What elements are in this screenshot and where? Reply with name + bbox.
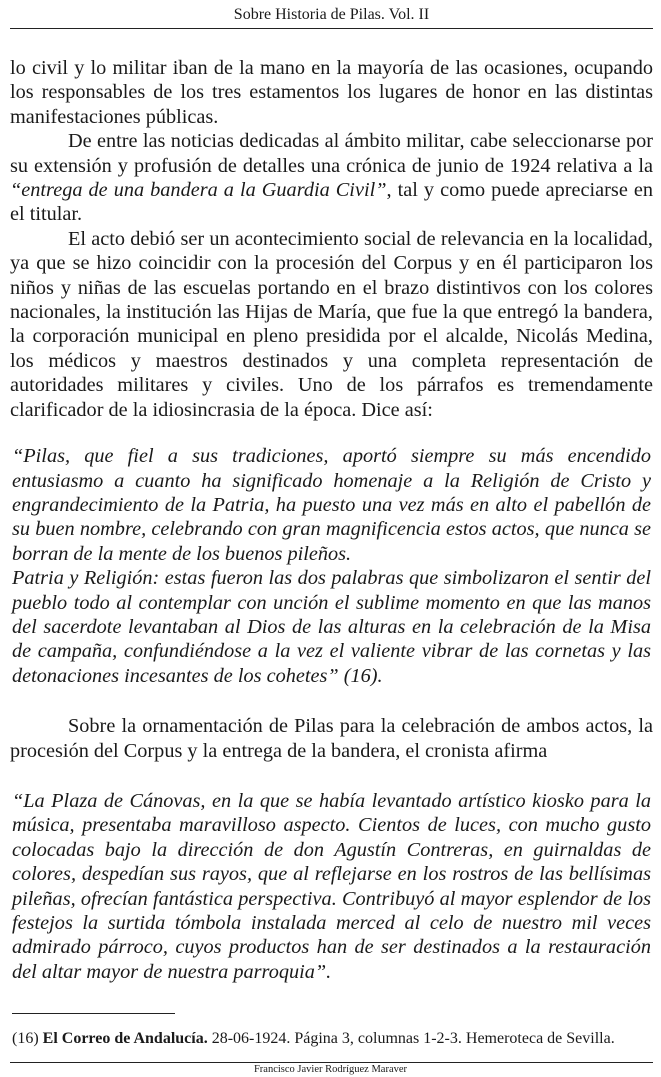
- quote-1-part-1: “Pilas, que fiel a sus tradiciones, aportó siempre su más encendido entusiasmo a cuanto ha significado homenaje a la Religión de Cristo y engrandecimiento de la Patria, ha puesto una vez más en alto el pabellón de su buen nombre, celebrando con gran magnificencia estos actos, que nunca se borran de la mente de los buenos pileños.: [12, 445, 651, 565]
- quote-2: “La Plaza de Cánovas, en la que se había levantado artístico kiosko para la música, presentaba maravilloso aspecto. Cientos de luces, con mucho gusto colocadas bajo la dirección de don Agustín Contreras, en guirnaldas de colores, despedían sus rayos, que al reflejarse en los rostros de las bellísimas pileñas, ofrecían fantástica perspectiva. Contribuyó al mayor esplendor de los festejos la surtida tómbola instalada merced al celo de nuestro mil veces admirado párroco, cuyos productos han de ser destinados a la restauración del altar mayor de nuestra parroquia”.: [12, 789, 651, 983]
- page-body: [10, 56, 653, 984]
- paragraph-3: El acto debió ser un acontecimiento social de relevancia en la localidad, ya que se hizo coincidir con la procesión del Corpus y en él participaron los niños y niñas de las escuelas portando en el brazo distintivos con los colores nacionales, la institución las Hijas de María, que fue la que entregó la bandera, la corporación municipal en pleno presidida por el alcalde, Nicolás Medina, los médicos y maestros destinados y una completa representación de autoridades militares y civiles. Uno de los párrafos es tremendamente clarificador de la idiosincrasia de la época. Dice así:: [10, 227, 653, 421]
- paragraph-1: lo civil y lo militar iban de la mano en la mayoría de las ocasiones, ocupando los responsables de los tres estamentos los lugares de honor en las distintas manifestaciones públicas.: [10, 57, 653, 128]
- paragraph-2: [10, 129, 653, 227]
- footnote-marker: (16): [12, 1030, 43, 1047]
- paragraph-2-end: , tal y como puede apreciarse en el titular.: [10, 179, 653, 226]
- header-title: Sobre Historia de Pilas. Vol. II: [233, 6, 430, 23]
- footnote-source: El Correo de Andalucía.: [42, 1030, 208, 1047]
- quote-1-part-2: Patria y Religión: estas fueron las dos palabras que simbolizaron el sentir del pueblo todo al contemplar con unción el sublime momento en que las manos del sacerdote levantaban al Dios de las alturas en la celebración de la Misa de campaña, confundiéndose a la vez el valiente vibrar de las cornetas y las detonaciones incesantes de los cohetes” (16).: [12, 567, 651, 687]
- footnote-details: 28-06-1924. Página 3, columnas 1-2-3. Hemeroteca de Sevilla.: [207, 1030, 615, 1047]
- footer-rule: [10, 1062, 653, 1063]
- footer-author: Francisco Javier Rodríguez Maraver: [253, 1064, 408, 1075]
- paragraph-4: Sobre la ornamentación de Pilas para la celebración de ambos actos, la procesión del Corpus y la entrega de la bandera, el cronista afirma: [10, 715, 653, 762]
- running-header: [10, 0, 653, 29]
- footnote: [12, 1029, 655, 1049]
- paragraph-2-italic: “entrega de una bandera a la Guardia Civil”: [10, 179, 387, 202]
- footnote-rule: [12, 1013, 175, 1014]
- paragraph-2-start: De entre las noticias dedicadas al ámbito militar, cabe seleccionarse por su extensión y profusión de detalles una crónica de junio de 1924 relativa a la: [10, 130, 653, 177]
- running-footer: [0, 1064, 661, 1076]
